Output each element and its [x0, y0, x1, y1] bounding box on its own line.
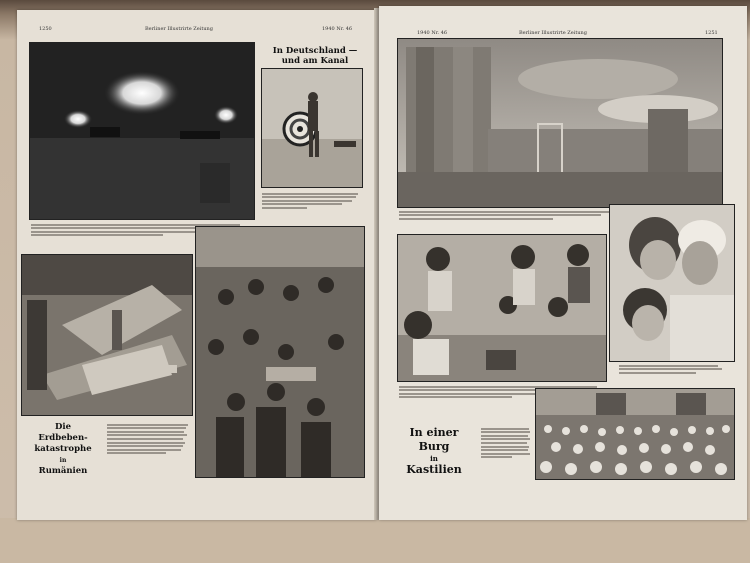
right-issue-label: 1940 Nr. 46: [417, 30, 448, 36]
left-page-number: 1250: [39, 26, 52, 32]
caption-castle-text: [481, 426, 533, 488]
hall-crowd-image: [536, 389, 734, 479]
night-flak-image: [30, 43, 254, 219]
photo-target-soldier: [261, 68, 363, 188]
caption-nurse-child: [619, 363, 729, 387]
title-earthquake-romania: [23, 422, 103, 477]
left-magazine-page: [17, 10, 377, 520]
earthquake-title-line-2: Erdbeben-: [38, 433, 88, 443]
right-magazine-page: [379, 6, 747, 520]
tabletop-lower-edge: [0, 518, 750, 563]
photo-night-flak: [29, 42, 255, 220]
earthquake-title-line-4: in: [59, 457, 67, 464]
caption-earthquake-text: [107, 422, 191, 482]
earthquake-rubble-image: [22, 255, 192, 415]
right-page-number: 1251: [705, 30, 718, 36]
caption-castle: [399, 209, 619, 231]
nurse-child-image: [610, 205, 734, 361]
headline-line-1: In Deutschland —: [272, 46, 358, 56]
caption-target-soldier: [262, 191, 362, 221]
headline-line-2: und am Kanal: [281, 56, 349, 66]
photo-children-group: [397, 234, 607, 382]
right-running-head: Berliner Illustrirte Zeitung: [519, 30, 587, 36]
earthquake-title-line-3: katastrophe: [34, 444, 92, 454]
photo-nurse-child: [609, 204, 735, 362]
earthquake-crowd-image: [196, 227, 364, 477]
target-soldier-image: [262, 69, 362, 187]
earthquake-title-line-1: Die: [54, 422, 71, 432]
headline-deutschland-kanal: [261, 46, 369, 66]
castle-title-line-2: in: [430, 454, 438, 463]
left-running-head: Berliner Illustrirte Zeitung: [145, 26, 213, 32]
photo-earthquake-rubble: [21, 254, 193, 416]
castle-image: [398, 39, 722, 207]
castle-title-line-1: In einer Burg: [409, 426, 459, 453]
children-group-image: [398, 235, 606, 381]
left-issue-label: 1940 Nr. 46: [322, 26, 353, 32]
photo-earthquake-crowd: [195, 226, 365, 478]
photo-hall-crowd: [535, 388, 735, 480]
photo-castle: [397, 38, 723, 208]
earthquake-title-line-5: Rumänien: [38, 466, 88, 476]
castle-title-line-3: Kastilien: [406, 463, 462, 476]
title-castle-kastilien: [393, 426, 475, 477]
